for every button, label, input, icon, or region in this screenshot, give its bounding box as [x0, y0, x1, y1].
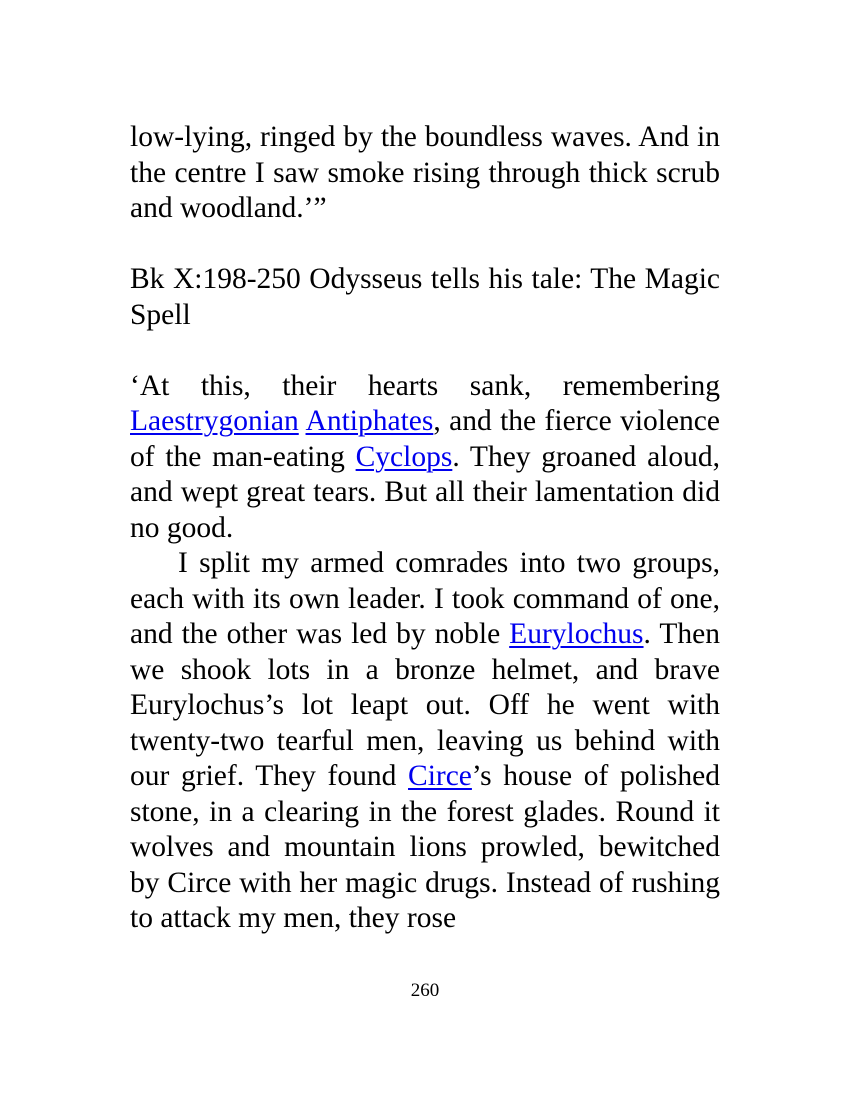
- paragraph-lament: [130, 369, 720, 547]
- link-eurylochus[interactable]: Eurylochus: [509, 618, 644, 650]
- link-laestrygonian[interactable]: Laestrygonian: [130, 405, 299, 437]
- page-body: [130, 120, 720, 937]
- link-antiphates[interactable]: Antiphates: [305, 405, 434, 437]
- text-span: ’s house of polished stone, in a clearing in the forest glades. Round it wolves and mountain lions prowled, bewitched by Circe with her magic drugs. Instead of rushing to attack my men, they rose: [130, 760, 720, 934]
- paragraph-groups: [130, 546, 720, 937]
- section-heading: [130, 262, 720, 333]
- text-span: . They groaned aloud, and wept great tears. But all their lamentation did no good.: [130, 440, 720, 544]
- paragraph-intro-text: low-lying, ringed by the boundless waves. And in the centre I saw smoke rising through thick scrub and woodland.’”: [130, 121, 720, 224]
- link-cyclops[interactable]: Cyclops: [355, 440, 453, 473]
- text-span: . Then we shook lots in a bronze helmet, and brave Eurylochus’s lot leapt out. Off he went with twenty-two tearful men, leaving us behind with our grief. They found: [130, 618, 720, 792]
- text-span: [299, 405, 306, 437]
- page-number: 260: [410, 980, 440, 1001]
- link-circe[interactable]: Circe: [408, 760, 472, 792]
- text-span: I split my armed comrades into two groups, each with its own leader. I took command of one, and the other was led by noble: [130, 547, 720, 650]
- section-heading-text: Bk X:198-250 Odysseus tells his tale: The Magic Spell: [130, 263, 720, 331]
- text-span: ‘At this, their hearts sank, remembering: [130, 369, 720, 402]
- paragraph-intro: [130, 120, 720, 227]
- text-span: , and the fierce violence of the man-eating: [130, 405, 720, 473]
